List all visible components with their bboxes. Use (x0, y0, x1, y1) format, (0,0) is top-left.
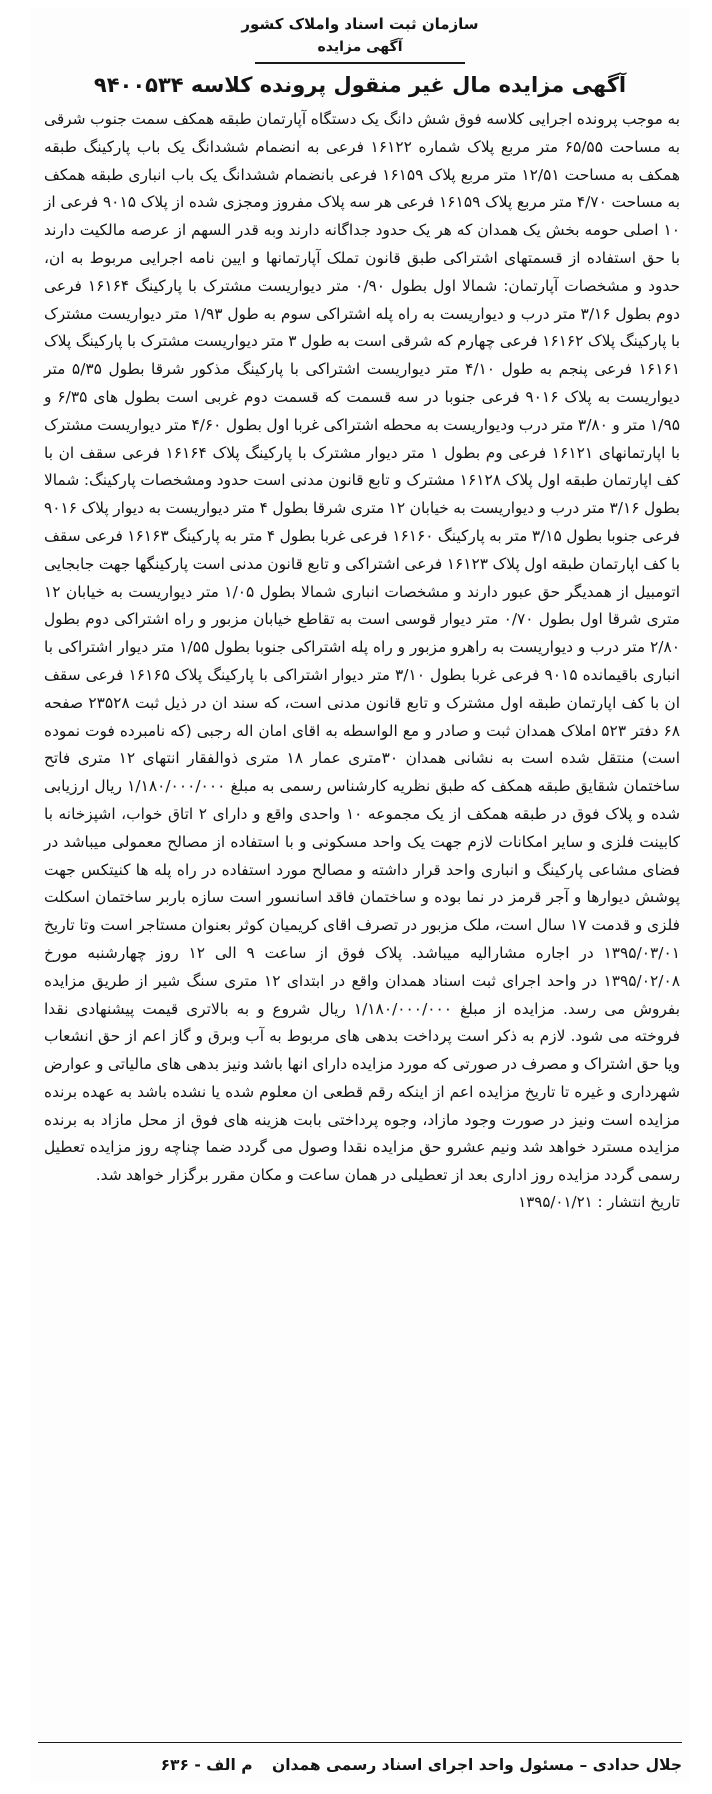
signature-line (38, 1742, 682, 1777)
organization-name: سازمان ثبت اسناد واملاک کشور (241, 15, 479, 33)
publish-date: تاریخ انتشار : ۱۳۹۵/۰۱/۲۱ (518, 1193, 680, 1212)
notice-title: آگهی مزایده مال غیر منقول پرونده کلاسه ۹۴۰۰۵۳۴ (93, 73, 627, 97)
notice-body: به موجب پرونده اجرایی کلاسه فوق شش دانگ یک دستگاه آپارتمان طبقه همکف سمت جنوب شرقی به مساحت ۶۵/۵۵ متر مربع پلاک شماره ۱۶۱۲۲ فرعی به انضمام ششدانگ یک باب پارکینگ طبقه همکف به مساحت ۱۲/۵۱ متر مربع پلاک ۱۶۱۵۹ فرعی بانضمام ششدانگ یک باب انباری طبقه همکف به مساحت ۴/۷۰ متر مربع پلاک ۱۶۱۵۹ فرعی هر سه پلاک مفروز ومجزی شده از پلاک ۹۰۱۵ فرعی از ۱۰ اصلی حومه بخش یک همدان که هر یک حدود جداگانه دارند وبه قدر السهم از عرصه مالکیت دارند با حق استفاده از قسمتهای اشتراکی طبق قانون تملک آپارتمانها و ایین نامه اجرایی مربوط به ان، حدود و مشخصات آپارتمان: شمالا اول بطول ۰/۹۰ متر دیواریست مشترک با پارکینگ ۱۶۱۶۴ فرعی دوم بطول ۳/۱۶ متر درب و دیواریست به راه پله اشتراکی سوم به طول ۱/۹۳ متر دیواریست مشترک با پارکینگ پلاک ۱۶۱۶۲ فرعی چهارم که شرقی است به طول ۳ متر دیواریست مشترک با پارکینگ پلاک ۱۶۱۶۱ فرعی پنجم به طول ۴/۱۰ متر دیواریست اشتراکی با پارکینگ مذکور شرقا بطول ۵/۳۵ متر دیواریست به پلاک ۹۰۱۶ فرعی جنوبا در سه قسمت که قسمت دوم غربی است بطول های ۶/۳۵ و ۱/۹۵ متر و ۳/۸۰ متر درب ودیواریست به محطه اشتراکی غربا اول بطول ۴/۶۰ متر دیواریست مشترک با اپارتمانهای ۱۶۱۲۱ فرعی وم بطول ۱ متر دیوار مشترک با پارکینگ پلاک ۱۶۱۶۴ فرعی سقف ان با کف اپارتمان طبقه اول پلاک ۱۶۱۲۸ مشترک و تابع قانون مدنی است حدود ومشخصات پارکینگ: شمالا بطول ۳/۱۶ متر درب و دیواریست به خیابان ۱۲ متری شرقا بطول ۴ متر دیواریست به دیوار پلاک ۹۰۱۶ فرعی جنوبا بطول ۳/۱۵ متر به پارکینگ ۱۶۱۶۰ فرعی غربا بطول ۴ متر به پارکینگ ۱۶۱۶۳ فرعی سقف با کف اپارتمان طبقه اول پلاک ۱۶۱۲۳ فرعی اشتراکی و تابع قانون مدنی است پارکینگها جهت جابجایی اتومبیل از همدیگر حق عبور دارند و مشخصات انباری شمالا بطول ۱/۰۵ متر دیواریست به خیابان ۱۲ متری شرقا اول بطول ۰/۷۰ متر دیوار قوسی است به تقاطع خیابان مزبور و راه اشتراکی دوم بطول ۲/۸۰ متر درب و دیواریست به راهرو مزبور و راه پله اشتراکی جنوبا بطول ۱/۵۵ متر دیوار اشتراکی با انباری باقیمانده ۹۰۱۵ فرعی غربا بطول ۳/۱۰ متر دیوار اشتراکی با پارکینگ پلاک ۱۶۱۶۵ فرعی سقف ان با کف اپارتمان طبقه اول مشترک و تابع قانون مدنی است، که سند ان در ذیل ثبت ۲۳۵۲۸ صفحه ۶۸ دفتر ۵۲۳ املاک همدان ثبت و صادر و مع الواسطه به اقای امان اله رجبی (که نامبرده فوت نموده است) منتقل شده است به نشانی همدان ۳۰متری عمار ۱۸ متری ذوالفقار انتهای ۱۲ متری فاتح ساختمان شقایق طبقه همکف که طبق نظریه کارشناس رسمی به مبلغ ۱/۱۸۰/۰۰۰/۰۰۰ ریال ارزیابی شده و پلاک فوق در طبقه همکف از یک مجموعه ۱۰ واحدی واقع و دارای ۲ اتاق خواب، اشپزخانه با کابینت فلزی و سایر امکانات لازم جهت یک واحد مسکونی و با استفاده از مصالح معمولی میباشد در فضای مشاعی پارکینگ و انباری واحد قرار داشته و مصالح مورد استفاده در راه پله ها کنیتکس جهت پوشش دیوارها و آجر قرمز در نما بوده و ساختمان فاقد اسانسور است سازه باربر ساختمان اسکلت فلزی و قدمت ۱۷ سال است، ملک مزبور در تصرف اقای کریمیان کوثر بعنوان مستاجر است وتا تاریخ ۱۳۹۵/۰۳/۰۱ در اجاره مشارالیه میباشد. پلاک فوق از ساعت ۹ الی ۱۲ روز چهارشنبه مورخ ۱۳۹۵/۰۲/۰۸ در واحد اجرای ثبت اسناد همدان واقع در ابتدای ۱۲ متری سنگ شیر از طریق مزایده بفروش می رسد. مزایده از مبلغ ۱/۱۸۰/۰۰۰/۰۰۰ ریال شروع و به بالاتری قیمت پیشنهادی نقدا فروخته می شود. لازم به ذکر است پرداخت بدهی های مربوط به آب وبرق و گاز اعم از حق انشعاب ویا حق اشتراک و مصرف در صورتی که مورد مزایده دارای انها باشد ونیز بدهی های مالیاتی و عوارض شهرداری و غیره تا تاریخ مزایده اعم از اینکه رقم قطعی ان معلوم شده یا نشده باشد به عهده برنده مزایده است ونیز در صورت وجود مازاد، وجوه پرداختی بابت هزینه های فوق از محل مازاد به برنده مزایده مسترد خواهد شد ونیم عشرو حق مزایده نقدا وصول می گردد ضما چناچه روز مزایده تعطیل رسمی گردد مزایده روز اداری بعد از تعطیلی در همان ساعت و مکان مقرر برگزار خواهد شد. (44, 110, 681, 1185)
reference-code: م الف - ۶۳۶ (160, 1756, 253, 1774)
notice-header (30, 8, 690, 102)
notice-label: آگهی مزایده (255, 36, 465, 64)
auction-notice-page (30, 8, 690, 1783)
signatory-name: جلال حدادی – مسئول واحد اجرای اسناد رسمی همدان (271, 1756, 682, 1774)
